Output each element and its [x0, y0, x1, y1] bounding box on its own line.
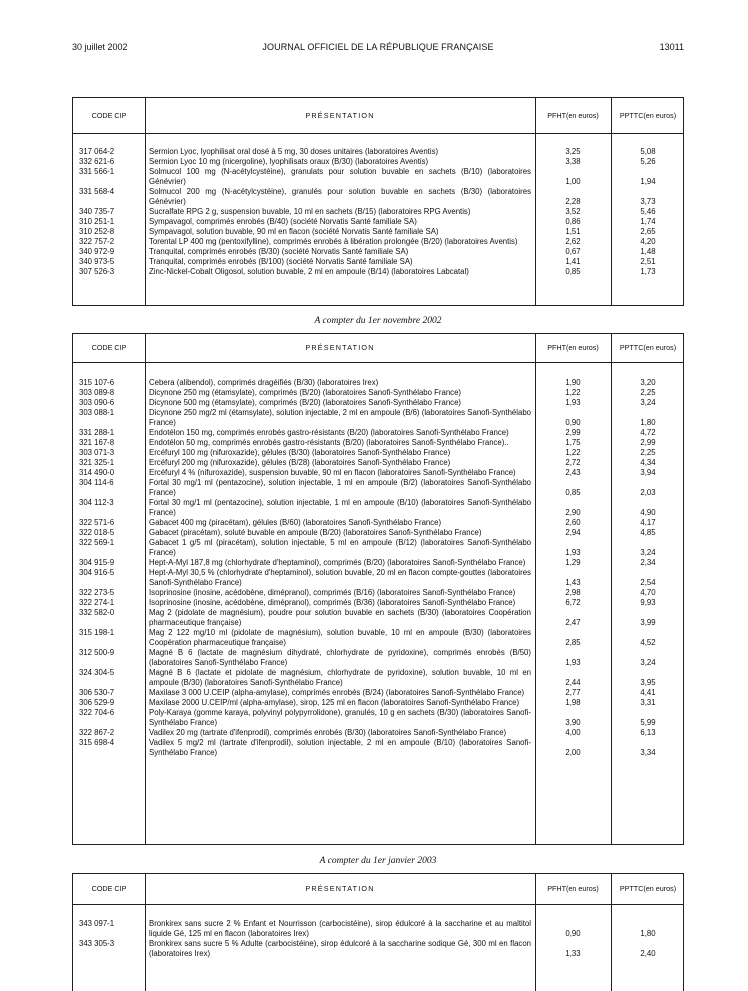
cip-code: 343 097-1 [79, 919, 115, 928]
presentation-text [149, 648, 531, 668]
ppttc-value: 5,99 [640, 718, 656, 727]
table-header [73, 874, 683, 905]
product-description: Vadilex 5 mg/2 ml (tartrate d'ifenprodil), solution injectable, 2 ml en ampoule (B/10) (laboratoires Sanofi-Synthélabo France) [149, 738, 531, 757]
table-row [73, 558, 683, 568]
table-row [73, 498, 683, 518]
ppttc-value: 1,74 [640, 217, 656, 226]
pfht-value: 1,29 [565, 558, 581, 567]
table-row [73, 267, 683, 277]
table-row [73, 648, 683, 668]
table-row [73, 147, 683, 157]
presentation-text [149, 568, 531, 588]
ppttc-value: 1,73 [640, 267, 656, 276]
column-header-cip: CODE CIP [91, 110, 127, 120]
presentation-text [149, 187, 531, 207]
presentation-text [149, 558, 531, 568]
presentation-text [149, 388, 531, 398]
pfht-value: 3,52 [565, 207, 581, 216]
presentation-text [149, 708, 531, 728]
pfht-value: 1,75 [565, 438, 581, 447]
cip-code: 303 071-3 [79, 448, 115, 457]
presentation-text [149, 939, 531, 959]
table-row [73, 237, 683, 247]
section-caption: A compter du 1er novembre 2002 [314, 316, 442, 326]
column-header-ppttc [611, 334, 684, 362]
ppttc-value: 4,34 [640, 458, 656, 467]
pfht-value: 1,51 [565, 227, 581, 236]
pfht-value: 4,00 [565, 728, 581, 737]
table-row [73, 398, 683, 408]
table-row [73, 608, 683, 628]
product-description: Vadilex 20 mg (tartrate d'ifenprodil), comprimés enrobés (B/30) (laboratoires Sanofi-Synthélabo France) [149, 728, 507, 737]
pfht-value: 2,47 [565, 618, 581, 627]
pfht-value: 1,93 [565, 658, 581, 667]
pfht-value: 2,99 [565, 428, 581, 437]
pfht-unit: (en euros) [566, 343, 599, 352]
presentation-text [149, 458, 531, 468]
table-row [73, 628, 683, 648]
page-header [72, 42, 684, 56]
presentation-text [149, 698, 531, 708]
ppttc-value: 1,94 [640, 177, 656, 186]
product-description: Endotélon 150 mg, comprimés enrobés gastro-résistants (B/20) (laboratoires Sanofi-Synthélabo France) [149, 428, 509, 437]
table-row [73, 528, 683, 538]
table-row [73, 428, 683, 438]
ppttc-value: 4,41 [640, 688, 656, 697]
cip-code: 310 251-1 [79, 217, 115, 226]
ppttc-value: 3,20 [640, 378, 656, 387]
table-row [73, 408, 683, 428]
ppttc-value: 3,34 [640, 748, 656, 757]
journal-title: JOURNAL OFFICIEL DE LA RÉPUBLIQUE FRANÇAISE [262, 42, 494, 52]
product-description: Ercéfuryl 200 mg (nifuroxazide), gélules (B/28) (laboratoires Sanofi-Synthélabo France) [149, 458, 451, 467]
pfht-value: 2,98 [565, 588, 581, 597]
table-row [73, 468, 683, 478]
cip-code: 315 698-4 [79, 738, 115, 747]
table-body [73, 905, 683, 959]
cip-code: 304 915-9 [79, 558, 115, 567]
ppttc-value: 4,70 [640, 588, 656, 597]
column-header-presentation: PRÉSENTATION [305, 884, 375, 893]
table-row [73, 478, 683, 498]
presentation-text [149, 738, 531, 758]
pfht-value: 2,00 [565, 748, 581, 757]
pfht-value: 1,90 [565, 378, 581, 387]
product-description: Fortal 30 mg/1 ml (pentazocine), solution injectable, 1 ml en ampoule (B/10) (laboratoires Sanofi-Synthélabo France) [149, 498, 531, 517]
presentation-text [149, 448, 531, 458]
cip-code: 304 114-6 [79, 478, 114, 487]
table-row [73, 227, 683, 237]
cip-code: 303 089-8 [79, 388, 115, 397]
ppttc-value: 3,24 [640, 398, 656, 407]
pfht-value: 1,93 [565, 548, 581, 557]
table-row [73, 668, 683, 688]
product-description: Zinc-Nickel-Cobalt Oligosol, solution buvable, 2 ml en ampoule (B/14) (laboratoires Labcatal) [149, 267, 469, 276]
pfht-value: 3,90 [565, 718, 581, 727]
presentation-text [149, 518, 531, 528]
presentation-text [149, 207, 531, 217]
cip-code: 343 305-3 [79, 939, 115, 948]
presentation-text [149, 668, 531, 688]
cip-code: 340 973-5 [79, 257, 115, 266]
ppttc-label: PPTTC [619, 884, 644, 893]
cip-code: 306 530-7 [79, 688, 115, 697]
cip-code: 332 621-6 [79, 157, 115, 166]
cip-code: 340 735-7 [79, 207, 115, 216]
table-row [73, 568, 683, 588]
presentation-text [149, 217, 531, 227]
column-header-presentation: PRÉSENTATION [305, 110, 375, 120]
pfht-value: 0,85 [565, 488, 581, 497]
presentation-text [149, 598, 531, 608]
product-description: Bronkirex sans sucre 5 % Adulte (carbocistéine), sirop édulcoré à la saccharine sodique Gé, 300 ml en flacon (laboratoires Irex) [149, 939, 531, 958]
cip-code: 321 167-8 [79, 438, 115, 447]
ppttc-value: 4,52 [640, 638, 656, 647]
pfht-value: 2,28 [565, 197, 581, 206]
cip-code: 317 064-2 [79, 147, 115, 156]
price-table-2 [72, 333, 684, 845]
cip-code: 307 526-3 [79, 267, 115, 276]
ppttc-value: 2,65 [640, 227, 656, 236]
cip-code: 322 569-1 [79, 538, 115, 547]
cip-code: 322 018-5 [79, 528, 115, 537]
presentation-text [149, 267, 531, 277]
pfht-value: 0,86 [565, 217, 581, 226]
ppttc-value: 2,34 [640, 558, 656, 567]
cip-code: 312 500-9 [79, 648, 115, 657]
pfht-value: 2,77 [565, 688, 581, 697]
table-row [73, 738, 683, 758]
ppttc-value: 4,72 [640, 428, 656, 437]
ppttc-value: 9,93 [640, 598, 656, 607]
product-description: Tranquital, comprimés enrobés (B/100) (société Norvatis Santé familiale SA) [149, 257, 413, 266]
presentation-text [149, 147, 531, 157]
ppttc-value: 3,73 [640, 197, 656, 206]
pfht-value: 3,38 [565, 157, 581, 166]
cip-code: 331 568-4 [79, 187, 115, 196]
presentation-text [149, 378, 531, 388]
table-row [73, 207, 683, 217]
column-header-pfht [535, 874, 611, 904]
cip-code: 322 274-1 [79, 598, 115, 607]
table-row [73, 448, 683, 458]
ppttc-value: 5,46 [640, 207, 656, 216]
presentation-text [149, 538, 531, 558]
cip-code: 322 571-6 [79, 518, 115, 527]
presentation-text [149, 157, 531, 167]
pfht-value: 1,22 [565, 388, 581, 397]
ppttc-label: PPTTC [619, 110, 644, 120]
product-description: Isoprinosine (inosine, acédobène, dimépranol), comprimés (B/36) (laboratoires Sanofi-Synthélabo France) [149, 598, 516, 607]
pfht-value: 6,72 [565, 598, 581, 607]
pfht-value: 1,41 [565, 257, 581, 266]
table-row [73, 388, 683, 398]
column-header-ppttc [611, 874, 685, 904]
presentation-text [149, 438, 531, 448]
cip-code: 322 867-2 [79, 728, 115, 737]
pfht-value: 1,00 [565, 177, 581, 186]
ppttc-value: 2,99 [640, 438, 656, 447]
table-header [73, 98, 683, 134]
pfht-value: 2,60 [565, 518, 581, 527]
ppttc-value: 3,94 [640, 468, 656, 477]
product-description: Mag 2 (pidolate de magnésium), poudre pour solution buvable en sachets (B/30) (laboratoires Coopération pharmaceutique française) [149, 608, 531, 627]
cip-code: 315 198-1 [79, 628, 115, 637]
table-body [73, 134, 683, 283]
presentation-text [149, 528, 531, 538]
product-description: Sympavagol, solution buvable, 90 ml en flacon (société Norvatis Santé familiale SA) [149, 227, 439, 236]
product-description: Magné B 6 (lactate et pidolate de magnésium, chlorhydrate de pyridoxine), solution buvable, 10 ml en ampoule (B/30) (laboratoires Sanofi-Synthélabo France) [149, 668, 531, 687]
table-row [73, 378, 683, 388]
table-row [73, 247, 683, 257]
section-caption: A compter du 1er janvier 2003 [319, 856, 437, 866]
pfht-value: 0,90 [565, 418, 581, 427]
product-description: Dicynone 250 mg/2 ml (étamsylate), solution injectable, 2 ml en ampoule (B/6) (laboratoires Sanofi-Synthélabo France) [149, 408, 531, 427]
ppttc-value: 4,17 [640, 518, 656, 527]
pfht-label: PFHT [547, 343, 566, 352]
presentation-text [149, 227, 531, 237]
presentation-text [149, 247, 531, 257]
presentation-text [149, 167, 531, 187]
ppttc-value: 4,20 [640, 237, 656, 246]
presentation-text [149, 628, 531, 648]
table-header [73, 334, 683, 363]
ppttc-value: 2,40 [640, 949, 656, 958]
cip-code: 303 090-6 [79, 398, 115, 407]
product-description: Poly-Karaya (gomme karaya, polyvinyl polypyrrolidone), granulés, 10 g en sachets (B/30) (laboratoires Sanofi-Synthélabo France) [149, 708, 531, 727]
table-row [73, 728, 683, 738]
pfht-value: 2,62 [565, 237, 581, 246]
product-description: Solmucol 100 mg (N-acétylcystéine), granulats pour solution buvable en sachets (B/10) (laboratoires Génévrier) [149, 167, 531, 186]
cip-code: 314 490-0 [79, 468, 115, 477]
pfht-value: 2,90 [565, 508, 581, 517]
column-header-pfht [535, 334, 611, 362]
ppttc-value: 4,90 [640, 508, 656, 517]
product-description: Gabacet 400 mg (piracétam), gélules (B/60) (laboratoires Sanofi-Synthélabo France) [149, 518, 442, 527]
pfht-value: 2,85 [565, 638, 581, 647]
table-row [73, 708, 683, 728]
column-header-ppttc [611, 98, 684, 133]
product-description: Maxilase 2000 U.CEIP/ml (alpha-amylase), sirop, 125 ml en flacon (laboratoires Sanofi-Synthélabo France) [149, 698, 520, 707]
table-row [73, 588, 683, 598]
pfht-unit: (en euros) [566, 884, 599, 893]
cip-code: 306 529-9 [79, 698, 115, 707]
pfht-label: PFHT [547, 110, 566, 120]
presentation-text [149, 588, 531, 598]
product-description: Endotélon 50 mg, comprimés enrobés gastro-résistants (B/20) (laboratoires Sanofi-Synthélabo France).. [149, 438, 509, 447]
cip-code: 322 757-2 [79, 237, 115, 246]
price-table-3 [72, 873, 684, 991]
pfht-value: 2,44 [565, 678, 581, 687]
table-row [73, 538, 683, 558]
table-row [73, 518, 683, 528]
pfht-value: 2,43 [565, 468, 581, 477]
presentation-text [149, 428, 531, 438]
product-description: Maxilase 3 000 U.CEIP (alpha-amylase), comprimés enrobés (B/24) (laboratoires Sanofi-Synthélabo France) [149, 688, 525, 697]
table-row [73, 157, 683, 167]
pfht-value: 0,90 [565, 929, 581, 938]
product-description: Sympavagol, comprimés enrobés (B/40) (société Norvatis Santé familiale SA) [149, 217, 417, 226]
table-row [73, 438, 683, 448]
product-description: Ercéfuryl 4 % (nifuroxazide), suspension buvable, 90 ml en flacon (laboratoires Sanofi-Synthélabo France) [149, 468, 516, 477]
ppttc-value: 2,51 [640, 257, 656, 266]
pfht-value: 1,98 [565, 698, 581, 707]
ppttc-value: 1,48 [640, 247, 656, 256]
cip-code: 304 916-5 [79, 568, 115, 577]
product-description: Torental LP 400 mg (pentoxifylline), comprimés enrobés à libération prolongée (B/20) (laboratoires Aventis) [149, 237, 518, 246]
price-table-1 [72, 97, 684, 306]
ppttc-value: 6,13 [640, 728, 656, 737]
ppttc-value: 2,03 [640, 488, 656, 497]
product-description: Sucralfate RPG 2 g, suspension buvable, 10 ml en sachets (B/15) (laboratoires RPG Aventis) [149, 207, 471, 216]
product-description: Magné B 6 (lactate de magnésium dihydraté, chlorhydrate de pyridoxine), comprimés enrobés (B/50) (laboratoires Sanofi-Synthélabo France) [149, 648, 531, 667]
table-body [73, 363, 683, 764]
product-description: Dicynone 500 mg (étamsylate), comprimés (B/20) (laboratoires Sanofi-Synthélabo France) [149, 398, 462, 407]
table-row [73, 167, 683, 187]
presentation-text [149, 688, 531, 698]
product-description: Solmucol 200 mg (N-acétylcystéine), granulés pour solution buvable en sachets (B/30) (laboratoires Génévrier) [149, 187, 531, 206]
pfht-value: 1,43 [565, 578, 581, 587]
cip-code: 340 972-9 [79, 247, 115, 256]
pfht-value: 2,94 [565, 528, 581, 537]
cip-code: 304 112-3 [79, 498, 114, 507]
product-description: Gabacet (piracétam), soluté buvable en ampoule (B/20) (laboratoires Sanofi-Synthélabo France) [149, 528, 482, 537]
product-description: Isoprinosine (inosine, acédobène, dimépranol), comprimés (B/16) (laboratoires Sanofi-Synthélabo France) [149, 588, 516, 597]
column-header-pfht [535, 98, 611, 133]
column-header-cip: CODE CIP [91, 343, 127, 352]
column-header-cip: CODE CIP [91, 884, 127, 893]
pfht-value: 1,22 [565, 448, 581, 457]
cip-code: 310 252-8 [79, 227, 115, 236]
presentation-text [149, 478, 531, 498]
cip-code: 332 582-0 [79, 608, 115, 617]
product-description: Hept-A-Myl 30,5 % (chlorhydrate d'heptaminol), solution buvable, 20 ml en flacon compte-gouttes (laboratoires Sanofi-Synthélabo France) [149, 568, 531, 587]
product-description: Sermion Lyoc 10 mg (nicergoline), lyophilisats oraux (B/30) (laboratoires Aventis) [149, 157, 429, 166]
ppttc-value: 2,25 [640, 448, 656, 457]
cip-code: 303 088-1 [79, 408, 115, 417]
pfht-value: 0,85 [565, 267, 581, 276]
presentation-text [149, 468, 531, 478]
cip-code: 321 325-1 [79, 458, 115, 467]
ppttc-value: 5,08 [640, 147, 656, 156]
ppttc-value: 2,25 [640, 388, 656, 397]
pfht-value: 2,72 [565, 458, 581, 467]
issue-date: 30 juillet 2002 [72, 42, 128, 52]
presentation-text [149, 498, 531, 518]
product-description: Dicynone 250 mg (étamsylate), comprimés (B/20) (laboratoires Sanofi-Synthélabo France) [149, 388, 462, 397]
product-description: Sermion Lyoc, lyophilisat oral dosé à 5 mg, 30 doses unitaires (laboratoires Aventis) [149, 147, 439, 156]
table-row [73, 217, 683, 227]
presentation-text [149, 257, 531, 267]
cip-code: 315 107-6 [79, 378, 115, 387]
cip-code: 331 288-1 [79, 428, 115, 437]
table-row [73, 688, 683, 698]
pfht-unit: (en euros) [566, 110, 599, 120]
ppttc-value: 1,80 [640, 929, 656, 938]
column-header-presentation: PRÉSENTATION [305, 343, 375, 352]
product-description: Tranquital, comprimés enrobés (B/30) (société Norvatis Santé familiale SA) [149, 247, 409, 256]
presentation-text [149, 728, 531, 738]
pfht-value: 0,67 [565, 247, 581, 256]
product-description: Mag 2 122 mg/10 ml (pidolate de magnésium), solution buvable, 10 ml en ampoule (B/30) (laboratoires Coopération pharmaceutique française) [149, 628, 531, 647]
cip-code: 324 304-5 [79, 668, 115, 677]
presentation-text [149, 919, 531, 939]
presentation-text [149, 237, 531, 247]
table-row [73, 698, 683, 708]
ppttc-value: 3,24 [640, 548, 656, 557]
table-row [73, 187, 683, 207]
ppttc-value: 2,54 [640, 578, 656, 587]
pfht-value: 1,93 [565, 398, 581, 407]
ppttc-value: 3,24 [640, 658, 656, 667]
presentation-text [149, 398, 531, 408]
product-description: Cebera (alibendol), comprimés dragéifiés (B/30) (laboratoires Irex) [149, 378, 379, 387]
table-row [73, 598, 683, 608]
ppttc-value: 3,99 [640, 618, 656, 627]
table-row [73, 919, 683, 939]
product-description: Fortal 30 mg/1 ml (pentazocine), solution injectable, 1 ml en ampoule (B/2) (laboratoires Sanofi-Synthélabo France) [149, 478, 531, 497]
cip-code: 322 273-5 [79, 588, 115, 597]
ppttc-value: 4,85 [640, 528, 656, 537]
cip-code: 331 566-1 [79, 167, 115, 176]
ppttc-value: 1,80 [640, 418, 656, 427]
table-row [73, 939, 683, 959]
product-description: Ercéfuryl 100 mg (nifuroxazide), gélules (B/30) (laboratoires Sanofi-Synthélabo France) [149, 448, 451, 457]
cip-code: 322 704-6 [79, 708, 115, 717]
page-number: 13011 [659, 42, 684, 52]
ppttc-value: 3,31 [640, 698, 656, 707]
pfht-value: 3,25 [565, 147, 581, 156]
pfht-label: PFHT [547, 884, 566, 893]
ppttc-unit: (en euros) [643, 884, 677, 893]
ppttc-value: 3,95 [640, 678, 656, 687]
table-row [73, 257, 683, 267]
pfht-value: 1,33 [565, 949, 581, 958]
ppttc-label: PPTTC [619, 343, 644, 352]
product-description: Bronkirex sans sucre 2 % Enfant et Nourrisson (carbocistéine), sirop édulcoré à la saccharine et au maltitol liquide Gé, 125 ml en flacon (laboratoires Irex) [149, 919, 531, 938]
ppttc-unit: (en euros) [643, 110, 677, 120]
presentation-text [149, 408, 531, 428]
product-description: Hept-A-Myl 187,8 mg (chlorhydrate d'heptaminol), comprimés (B/20) (laboratoires Sanofi-Synthélabo France) [149, 558, 526, 567]
ppttc-value: 5,26 [640, 157, 656, 166]
table-row [73, 458, 683, 468]
presentation-text [149, 608, 531, 628]
product-description: Gabacet 1 g/5 ml (piracétam), solution injectable, 5 ml en ampoule (B/12) (laboratoires Sanofi-Synthélabo France) [149, 538, 531, 557]
ppttc-unit: (en euros) [643, 343, 677, 352]
